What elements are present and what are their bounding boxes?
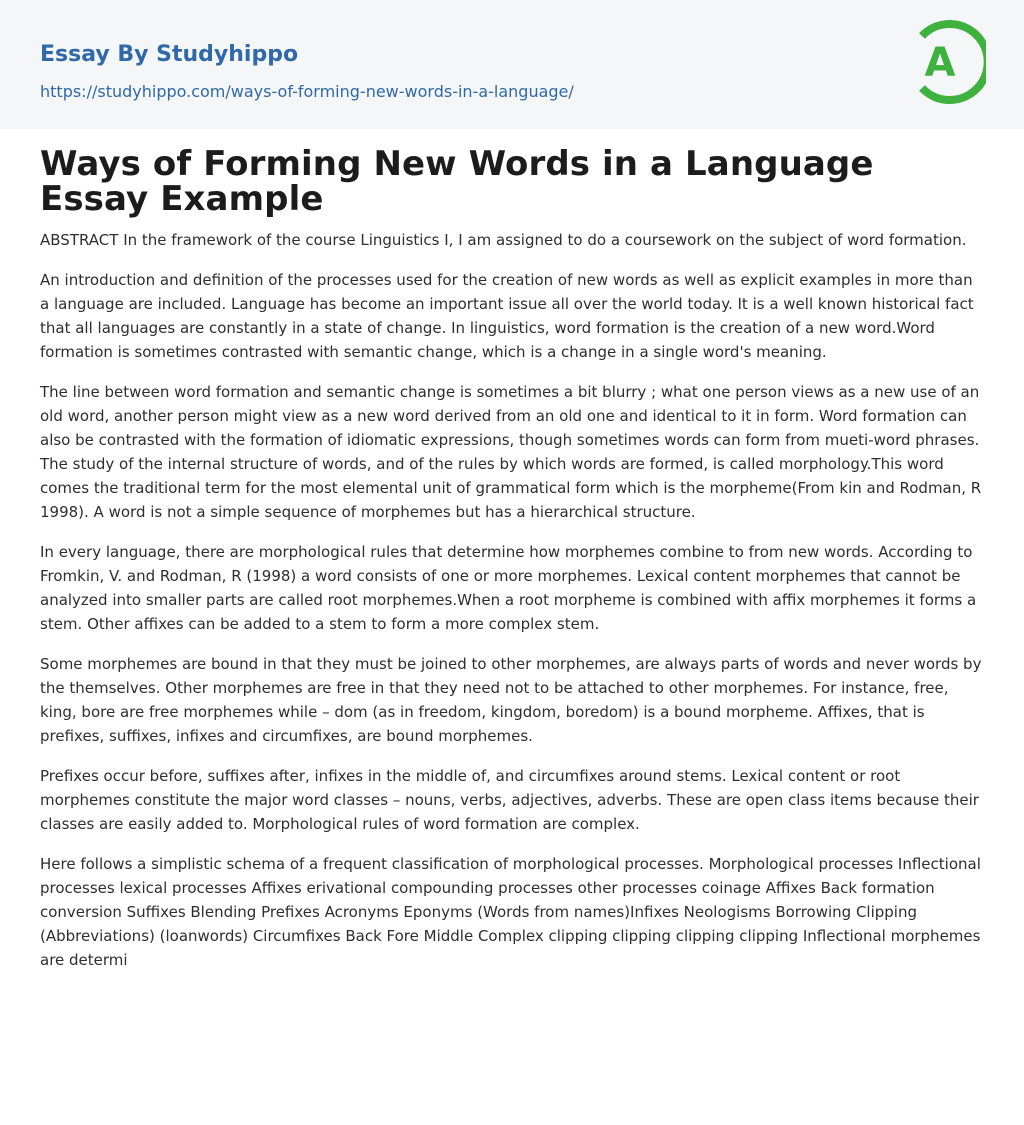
paragraph: An introduction and definition of the processes used for the creation of new words as well as explicit examples in more than a language are included. Language has become an important issue all over the world today. It is a well known historical fact that all languages are constantly in a state of change. In linguistics, word formation is the creation of a new word.Word formation is sometimes contrasted with semantic change, which is a change in a single word's meaning. [40, 271, 974, 361]
site-header [0, 0, 1024, 129]
site-title[interactable]: Essay By Studyhippo [40, 42, 299, 67]
logo-letter: A [924, 40, 956, 86]
studyhippo-logo-icon[interactable] [914, 18, 986, 106]
article-title: Ways of Forming New Words in a Language Essay Example [40, 144, 874, 219]
paragraph: In every language, there are morphological rules that determine how morphemes combine to from new words. According to Fromkin, V. and Rodman, R (1998) a word consists of one or more morphemes. Lexical content morphemes that cannot be analyzed into smaller parts are called root morphemes.When a root morpheme is combined with affix morphemes it forms a stem. Other affixes can be added to a stem to form a more complex stem. [40, 543, 977, 633]
paragraph: The line between word formation and semantic change is sometimes a bit blurry ; what one person views as a new use of an old word, another person might view as a new word derived from an old one and identical to it in form. Word formation can also be contrasted with the formation of idiomatic expressions, though sometimes words can form from mueti-word phrases. The study of the internal structure of words, and of the rules by which words are formed, is called morphology.This word comes the traditional term for the most elemental unit of grammatical form which is the morpheme(From kin and Rodman, R 1998). A word is not a simple sequence of morphemes but has a hierarchical structure. [40, 383, 982, 521]
paragraph: Some morphemes are bound in that they must be joined to other morphemes, are always parts of words and never words by the themselves. Other morphemes are free in that they need not to be attached to other morphemes. For instance, free, king, bore are free morphemes while – dom (as in freedom, kingdom, boredom) is a bound morpheme. Affixes, that is prefixes, suffixes, infixes and circumfixes, are bound morphemes. [40, 655, 982, 745]
paragraph-abstract: ABSTRACT In the framework of the course Linguistics I, I am assigned to do a coursework on the subject of word formation. [40, 231, 967, 249]
article-url-link[interactable]: https://studyhippo.com/ways-of-forming-new-words-in-a-language/ [40, 82, 574, 101]
paragraph: Prefixes occur before, suffixes after, infixes in the middle of, and circumfixes around stems. Lexical content or root morphemes constitute the major word classes – nouns, verbs, adjectives, adverbs. These are open class items because their classes are easily added to. Morphological rules of word formation are complex. [40, 767, 979, 833]
article [0, 129, 1024, 972]
paragraph: Here follows a simplistic schema of a frequent classification of morphological processes. Morphological processes Inflectional processes lexical processes Affixes erivational compounding processes other processes coinage Affixes Back formation conversion Suffixes Blending Prefixes Acronyms Eponyms (Words from names)Infixes Neologisms Borrowing Clipping (Abbreviations) (loanwords) Circumfixes Back Fore Middle Complex clipping clipping clipping clipping Inflectional morphemes are determi [40, 855, 981, 969]
